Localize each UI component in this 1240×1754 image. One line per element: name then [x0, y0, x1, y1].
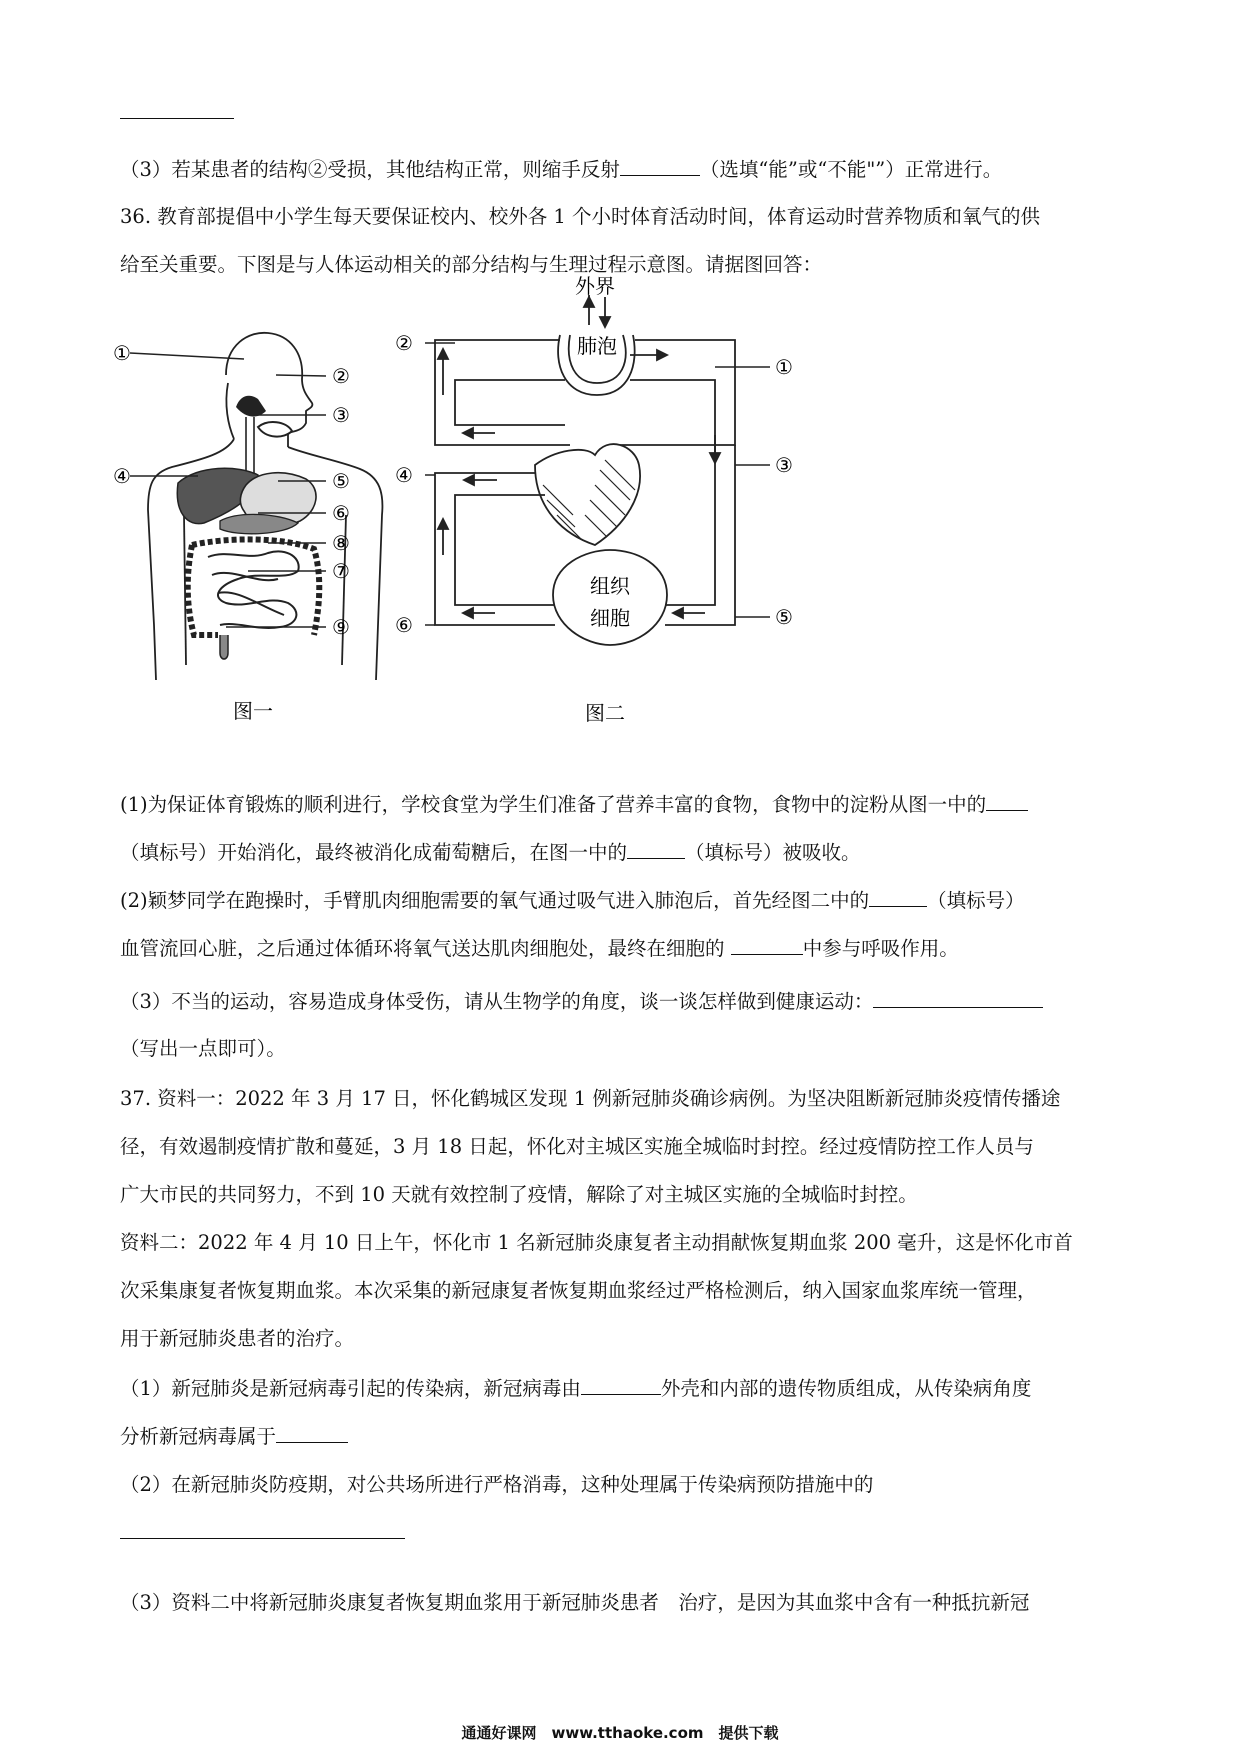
q36-part2-line1: (2)颖梦同学在跑操时，手臂肌肉细胞需要的氧气通过吸气进入肺泡后，首先经图二中的 （填标号）	[120, 886, 1135, 915]
outside-label: 外界	[575, 274, 615, 298]
q36-part2-line2: 血管流回心脏，之后通过体循环将氧气送达肌肉细胞处，最终在细胞的 中参与呼吸作用。	[120, 934, 1135, 963]
top-answer-rule	[120, 118, 234, 119]
q37-material2-line1: 资料二：2022 年 4 月 10 日上午，怀化市 1 名新冠肺炎康复者主动捐献恢复期血浆 200 毫升，这是怀化市首	[120, 1231, 1073, 1254]
page-footer: 通通好课网 www.tthaoke.com 提供下载	[461, 1724, 779, 1742]
q37-material2-line3: 用于新冠肺炎患者的治疗。	[120, 1327, 355, 1350]
small-intestine	[208, 551, 299, 628]
fig1-label-9: ⑨	[332, 615, 350, 639]
q36-part3-line1: （3）不当的运动，容易造成身体受伤，请从生物学的角度，谈一谈怎样做到健康运动：	[120, 987, 1135, 1016]
fig1-label-1: ①	[113, 341, 131, 365]
q35-part3: （3）若某患者的结构②受损，其他结构正常，则缩手反射 （选填“能”或“不能"”）正常进行。	[120, 155, 1135, 184]
figure1-caption: 图一	[233, 699, 273, 723]
fig1-label-4: ④	[113, 464, 131, 488]
fig1-label-8: ⑧	[332, 531, 350, 555]
tissue-cell-label-1: 组织	[590, 574, 630, 598]
q36-stem-line1: 36. 教育部提倡中小学生每天要保证校内、校外各 1 个小时体育活动时间，体育运动时营养物质和氧气的供	[120, 205, 1041, 228]
fig2-label-3: ③	[775, 453, 793, 477]
q37-part2-answer-rule	[120, 1538, 405, 1539]
fig2-label-5: ⑤	[775, 605, 793, 629]
q37-material1-line1: 37. 资料一：2022 年 3 月 17 日，怀化鹤城区发现 1 例新冠肺炎确诊病例。为坚决阻断新冠肺炎疫情传播途	[120, 1087, 1061, 1110]
q36-stem-line2: 给至关重要。下图是与人体运动相关的部分结构与生理过程示意图。请据图回答：	[120, 253, 823, 276]
answer-blank[interactable]	[986, 790, 1028, 811]
q36-part1-line2: （填标号）开始消化，最终被消化成葡萄糖后，在图一中的 （填标号）被吸收。	[120, 838, 1135, 867]
q36-part1-line1: (1)为保证体育锻炼的顺利进行，学校食堂为学生们准备了营养丰富的食物，食物中的淀粉从图一中的	[120, 790, 1135, 819]
fig1-label-3: ③	[332, 403, 350, 427]
q37-material2-line2: 次采集康复者恢复期血浆。本次采集的新冠康复者恢复期血浆经过严格检测后，纳入国家血浆库统一管理，	[120, 1279, 1037, 1302]
fig1-label-6: ⑥	[332, 501, 350, 525]
fig2-label-4: ④	[395, 463, 413, 487]
tissue-cell-label-2: 细胞	[590, 606, 630, 630]
answer-blank[interactable]	[731, 934, 803, 955]
figure2-circulation	[395, 274, 835, 765]
fig2-label-1: ①	[775, 355, 793, 379]
systemic-right-inner	[665, 560, 715, 605]
answer-blank[interactable]	[581, 1374, 661, 1395]
figure1-digestive-system	[108, 335, 408, 725]
answer-blank[interactable]	[620, 155, 700, 176]
q37-part1-line1: （1）新冠肺炎是新冠病毒引起的传染病，新冠病毒由 外壳和内部的遗传物质组成，从传染病角度	[120, 1374, 1135, 1403]
q37-part3: （3）资料二中将新冠肺炎康复者恢复期血浆用于新冠肺炎患者 治疗，是因为其血浆中含有一种抵抗新冠	[120, 1591, 1030, 1614]
rectum	[220, 635, 228, 659]
q37-part1-line2: 分析新冠病毒属于	[120, 1422, 1135, 1451]
mouth-region	[236, 396, 266, 417]
systemic-right-loop	[665, 445, 735, 625]
q36-part3-line2: （写出一点即可）。	[120, 1037, 286, 1060]
fig1-label-2: ②	[332, 364, 350, 388]
figure2-caption: 图二	[585, 701, 625, 725]
pulmonary-inner-loop	[455, 380, 715, 560]
salivary-gland	[258, 422, 292, 437]
q37-part2: （2）在新冠肺炎防疫期，对公共场所进行严格消毒，这种处理属于传染病预防措施中的	[120, 1473, 874, 1496]
answer-blank[interactable]	[869, 886, 927, 907]
answer-blank[interactable]	[627, 838, 685, 859]
answer-blank[interactable]	[276, 1422, 348, 1443]
q37-material1-line2: 径，有效遏制疫情扩散和蔓延，3 月 18 日起，怀化对主城区实施全城临时封控。经过疫情防控工作人员与	[120, 1135, 1034, 1158]
systemic-inner-loop	[455, 495, 555, 605]
alveolus-label: 肺泡	[577, 334, 617, 358]
fig2-label-6: ⑥	[395, 613, 413, 637]
large-intestine	[188, 539, 320, 635]
answer-blank[interactable]	[873, 987, 1043, 1008]
fig1-label-7: ⑦	[332, 559, 350, 583]
q37-material1-line3: 广大市民的共同努力，不到 10 天就有效控制了疫情，解除了对主城区实施的全城临时封控。	[120, 1183, 918, 1206]
fig1-label-5: ⑤	[332, 469, 350, 493]
fig2-label-2: ②	[395, 331, 413, 355]
heart-hatching	[543, 460, 635, 539]
